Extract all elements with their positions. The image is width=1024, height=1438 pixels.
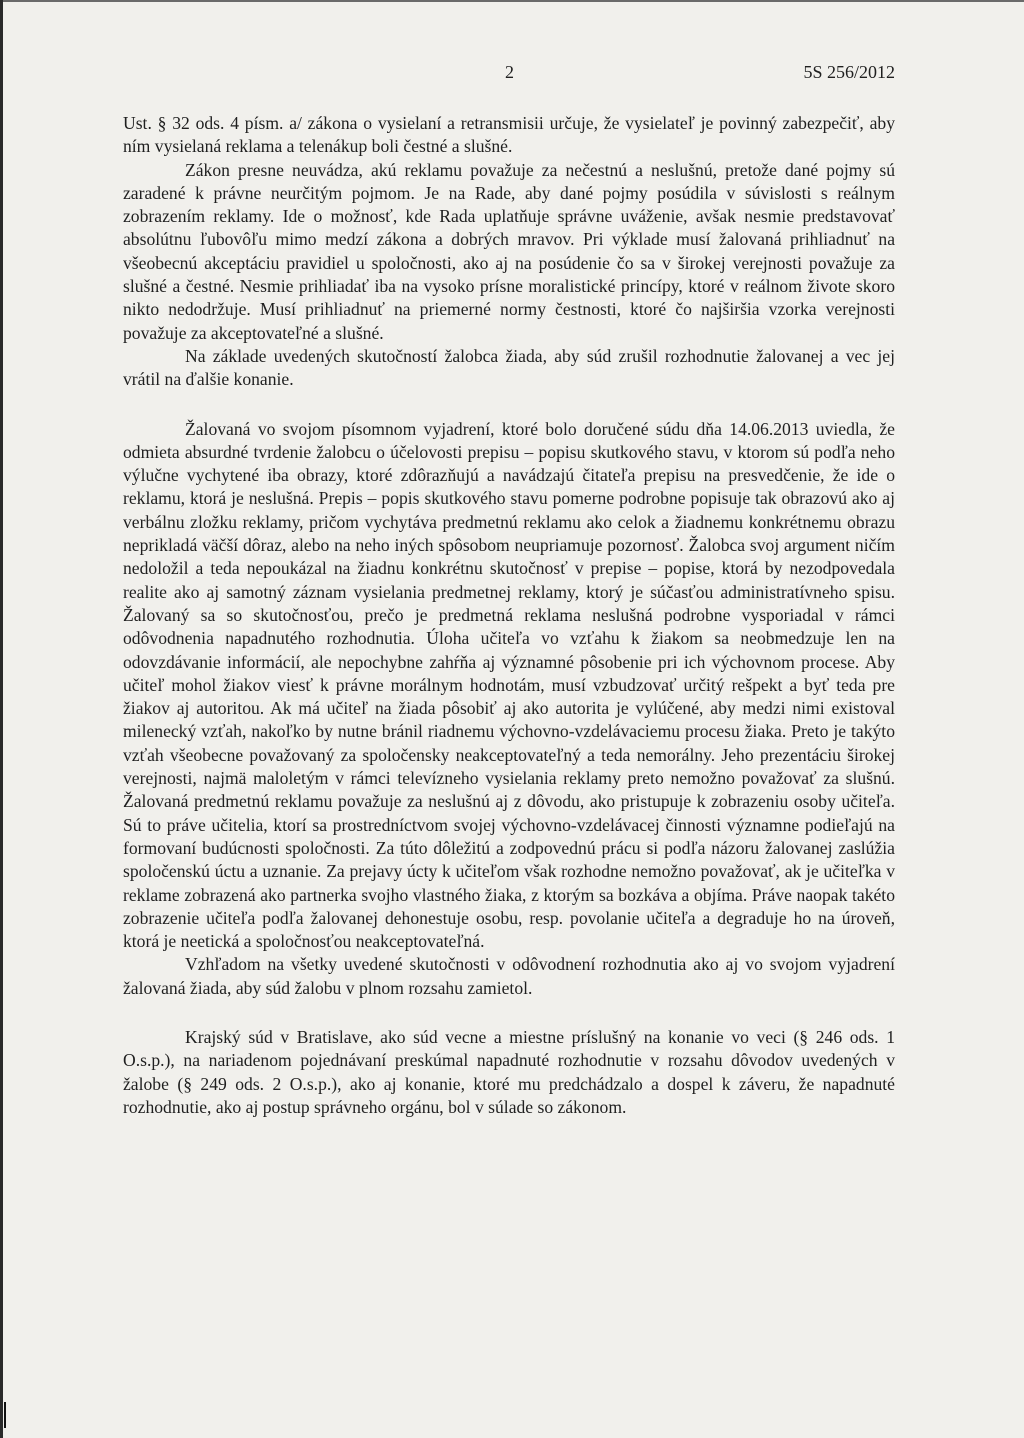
paragraph-law-interpretation: Zákon presne neuvádza, akú reklamu považuje za nečestnú a neslušnú, pretože dané pojmy sú zaradené k právne neurčitým pojmom. Je na Rade, aby dané pojmy posúdila v súvislosti s reálnym zobrazením reklamy. Ide o možnosť, kde Rada uplatňuje správne uváženie, avšak nesmie predstavovať absolútnu ľubovôľu mimo medzí zákona a dobrých mravov. Pri výklade musí žalovaná prihliadnuť na všeobecnú akceptáciu pravidiel u spoločnosti, ako aj na posúdenie čo sa v širokej verejnosti považuje za slušné a čestné. Nesmie prihliadať iba na vysoko prísne moralistické princípy, ktoré v reálnom živote skoro nikto nedodržuje. Musí prihliadnuť na priemerné normy čestnosti, ktoré čo najširšia vzorka verejnosti považuje za akceptovateľné a slušné. xyxy=(123,159,895,343)
page-number: 2 xyxy=(505,62,514,82)
paragraph-court-review: Krajský súd v Bratislave, ako súd vecne a miestne príslušný na konanie vo veci (§ 246 ods. 1 O.s.p.), na nariadenom pojednávaní preskúmal napadnuté rozhodnutie v rozsahu dôvodov uvedených v žalobe (§ 249 ods. 2 O.s.p.), ako aj konanie, ktoré mu predchádzalo a dospel k záveru, že napadnuté rozhodnutie, ako aj postup správneho orgánu, bol v súlade so zákonom. xyxy=(123,1026,895,1117)
paragraph-defendant-statement: Žalovaná vo svojom písomnom vyjadrení, ktoré bolo doručené súdu dňa 14.06.2013 uviedla, že odmieta absurdné tvrdenie žalobcu o účelovosti prepisu – popisu skutkového stavu, v ktorom sú podľa neho výlučne vychytené iba obrazy, ktoré zdôrazňujú a navádzajú čitateľa prepisu na presvedčenie, že ide o reklamu, ktorá je neslušná. Prepis – popis skutkového stavu pomerne podrobne popisuje tak obrazovú ako aj verbálnu zložku reklamy, pričom vychytáva predmetnú reklamu ako celok a žiadnemu konkrétnemu obrazu neprikladá väčší dôraz, alebo na neho iných spôsobom neupriamuje pozornosť. Žalobca svoj argument ničím nedoložil a teda nepoukázal na žiadnu konkrétnu skutočnosť v prepise – popise, ktorá by nezodpovedala realite ako aj samotný záznam vysielania predmetnej reklamy, ktorý je súčasťou administratívneho spisu. Žalovaný sa so skutočnosťou, prečo je predmetná reklama neslušná podrobne vysporiadal v rámci odôvodnenia napadnutého rozhodnutia. Úloha učiteľa vo vzťahu k žiakom sa neobmedzuje len na odovzdávanie informácií, ale nepochybne zahŕňa aj významné pôsobenie pri ich výchovnom procese. Aby učiteľ mohol žiakov viesť k právne morálnym hodnotám, musí vzbudzovať určitý rešpekt a byť teda pre žiakov aj autoritou. Ak má učiteľ na žiada pôsobiť aj ako autorita je vylúčené, aby medzi nimi existoval milenecký vzťah, nakoľko by nutne bránil riadnemu výchovno-vzdelávaciemu procesu žiaka. Preto je takýto vzťah všeobecne považovaný za spoločensky neakceptovateľný a teda nemorálny. Jeho prezentáciu širokej verejnosti, najmä maloletým v rámci televízneho vysielania reklamy preto nemožno považovať za slušnú. Žalovaná predmetnú reklamu považuje za neslušnú aj z dôvodu, ako pristupuje k zobrazeniu osoby učiteľa. Sú to práve učitelia, ktorí sa prostredníctvom svojej výchovno-vzdelávacej činnosti významne podieľajú na formovaní budúcnosti spoločnosti. Za túto dôležitú a zodpovednú prácu si podľa názoru žalovanej zaslúžia spoločenskú úctu a uznanie. Za prejavy úcty k učiteľom však rozhodne nemožno považovať, ak je učiteľka v reklame zobrazená ako partnerka svojho vlastného žiaka, z ktorým sa bozkáva a objíma. Práve naopak takéto zobrazenie učiteľa podľa žalovanej dehonestuje osobu, resp. povolanie učiteľa a degraduje ho na úroveň, ktorá je neetická a spoločnosťou neakceptovateľná. xyxy=(123,418,895,952)
page-header xyxy=(123,62,895,88)
paragraph-defendant-request: Vzhľadom na všetky uvedené skutočnosti v odôvodnení rozhodnutia ako aj vo svojom vyjadrení žalovaná žiada, aby súd žalobu v plnom rozsahu zamietol. xyxy=(123,954,895,998)
scan-edge-top xyxy=(0,0,1024,2)
paragraph-spacer xyxy=(123,392,895,418)
scan-edge-left xyxy=(0,0,3,1438)
paragraph-plaintiff-request: Na základe uvedených skutočností žalobca žiada, aby súd zrušil rozhodnutie žalovanej a vec jej vrátil na ďalšie konanie. xyxy=(123,345,895,390)
paragraph-statute: Ust. § 32 ods. 4 písm. a/ zákona o vysielaní a retransmisii určuje, že vysielateľ je povinný zabezpečiť, aby ním vysielaná reklama a telenákup boli čestné a slušné. xyxy=(123,113,895,157)
case-number: 5S 256/2012 xyxy=(803,62,895,82)
scan-mark xyxy=(4,1402,6,1428)
paragraph-spacer xyxy=(123,1000,895,1026)
document-body xyxy=(123,112,895,1119)
